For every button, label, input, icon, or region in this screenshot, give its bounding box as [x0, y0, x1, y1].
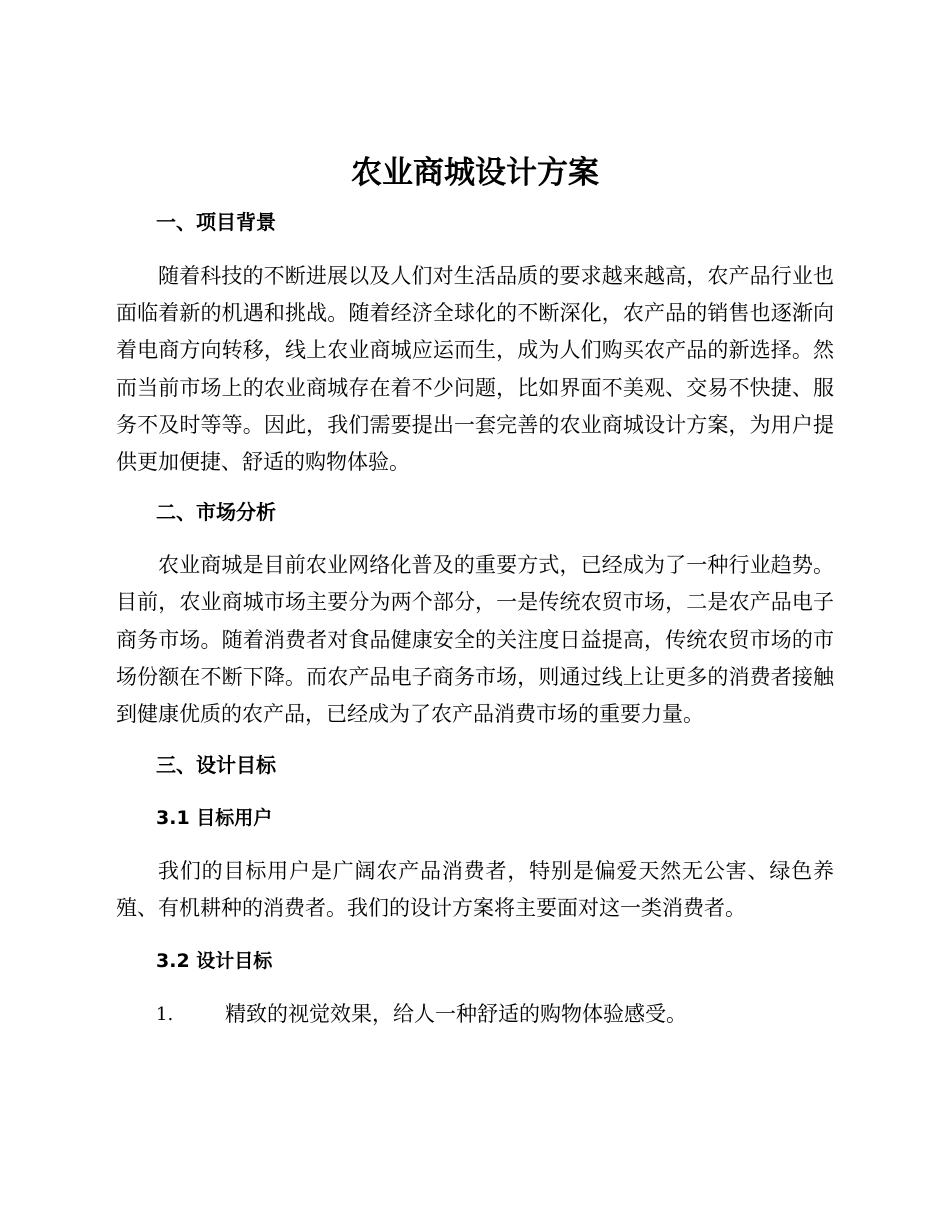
list-item — [116, 996, 834, 1033]
list-item-number: 1. — [156, 1003, 174, 1025]
subsection-heading-design-goals: 3.2 设计目标 — [156, 949, 273, 972]
document-title: 农业商城设计方案 — [351, 155, 599, 191]
subsection-heading-target-users: 3.1 目标用户 — [156, 807, 273, 830]
list-item-text: 精致的视觉效果，给人一种舒适的购物体验感受。 — [225, 1001, 687, 1026]
section-heading-goals: 三、设计目标 — [156, 753, 276, 778]
section-heading-market: 二、市场分析 — [156, 500, 276, 525]
section-heading-background: 一、项目背景 — [156, 210, 276, 234]
paragraph-market: 农业商城是目前农业网络化普及的重要方式，已经成为了一种行业趋势。目前，农业商城市场主要分为两个部分，一是传统农贸市场，二是农产品电子商务市场。随着消费者对食品健康安全的关注度日益提高，传统农贸市场的市场份额在不断下降。而农产品电子商务市场，则通过线上让更多的消费者接触到健康优质的农产品，已经成为了农产品消费市场的重要力量。 — [116, 553, 834, 727]
paragraph-background: 随着科技的不断进展以及人们对生活品质的要求越来越高，农产品行业也面临着新的机遇和挑战。随着经济全球化的不断深化，农产品的销售也逐渐向着电商方向转移，线上农业商城应运而生，成为人们购买农产品的新选择。然而当前市场上的农业商城存在着不少问题，比如界面不美观、交易不快捷、服务不及时等等。因此，我们需要提出一套完善的农业商城设计方案，为用户提供更加便捷、舒适的购物体验。 — [116, 264, 834, 475]
paragraph-target-users: 我们的目标用户是广阔农产品消费者，特别是偏爱天然无公害、绿色养殖、有机耕种的消费者。我们的设计方案将主要面对这一类消费者。 — [116, 859, 834, 921]
